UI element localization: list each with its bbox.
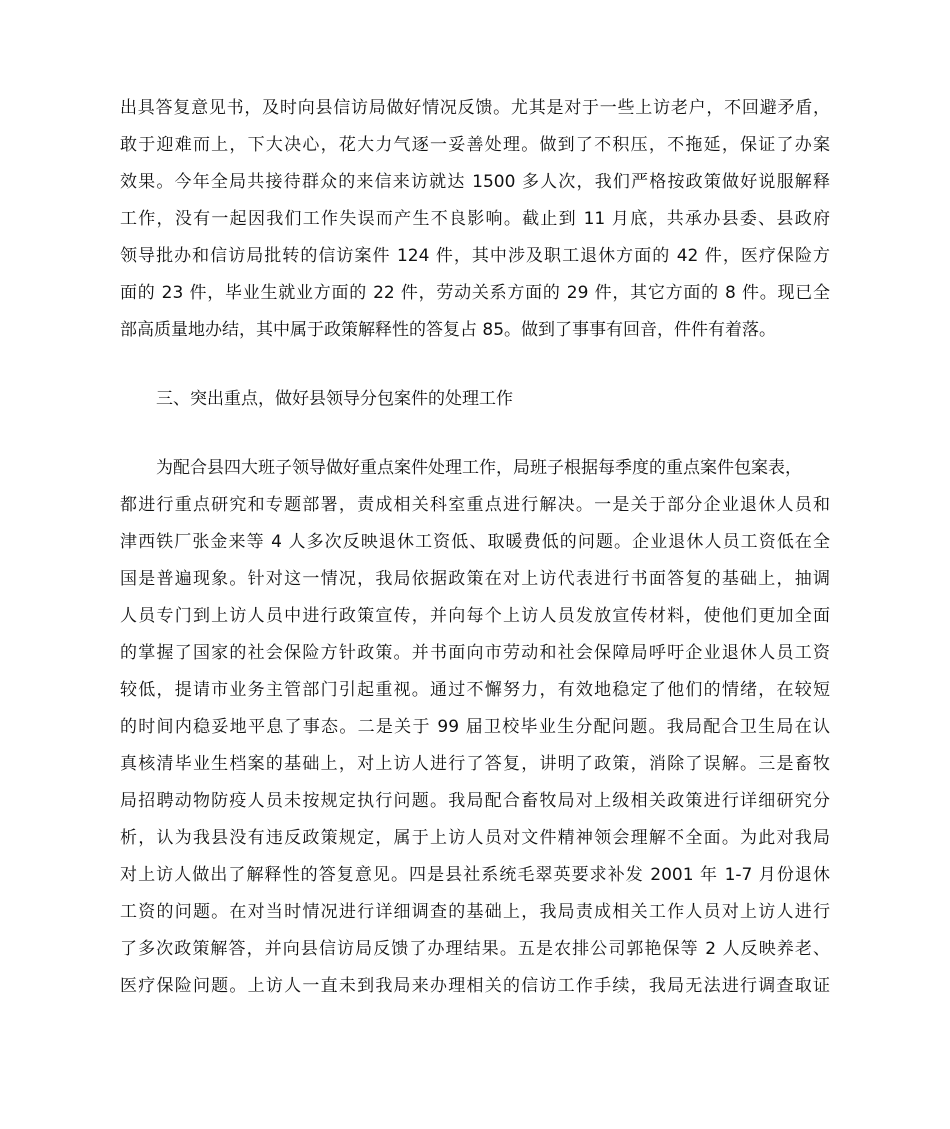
paragraph-line: 真核清毕业生档案的基础上，对上访人进行了答复，讲明了政策，消除了误解。三是畜牧 — [120, 754, 830, 774]
paragraph-line: 国是普遍现象。针对这一情况，我局依据政策在对上访代表进行书面答复的基础上，抽调 — [120, 569, 830, 589]
paragraph-line: 医疗保险问题。上访人一直未到我局来办理相关的信访工作手续，我局无法进行调查取证 — [120, 976, 830, 996]
paragraph-line: 工资的问题。在对当时情况进行详细调查的基础上，我局责成相关工作人员对上访人进行 — [120, 902, 830, 922]
paragraph-gap — [120, 418, 830, 450]
paragraph-line: 部高质量地办结，其中属于政策解释性的答复占 85。做到了事事有回音，件件有着落。 — [120, 320, 777, 340]
section-heading: 三、突出重点，做好县领导分包案件的处理工作 — [156, 389, 513, 409]
paragraph-2 — [120, 450, 830, 1005]
paragraph-line: 都进行重点研究和专题部署，责成相关科室重点进行解决。一是关于部分企业退休人员和 — [120, 495, 830, 515]
paragraph-line: 效果。今年全局共接待群众的来信来访就达 1500 多人次，我们严格按政策做好说服解释 — [120, 172, 830, 192]
paragraph-1 — [120, 90, 830, 349]
paragraph-line: 较低，提请市业务主管部门引起重视。通过不懈努力，有效地稳定了他们的情绪，在较短 — [120, 680, 830, 700]
paragraph-line: 对上访人做出了解释性的答复意见。四是县社系统毛翠英要求补发 2001 年 1-7 月份退休 — [120, 865, 830, 885]
paragraph-line: 局招聘动物防疫人员未按规定执行问题。我局配合畜牧局对上级相关政策进行详细研究分 — [120, 791, 830, 811]
paragraph-gap — [120, 349, 830, 381]
document-body — [120, 90, 830, 1005]
paragraph-line: 津西铁厂张金来等 4 人多次反映退休工资低、取暖费低的问题。企业退休人员工资低在全 — [120, 532, 830, 552]
paragraph-line: 出具答复意见书，及时向县信访局做好情况反馈。尤其是对于一些上访老户，不回避矛盾， — [120, 98, 830, 118]
paragraph-line: 人员专门到上访人员中进行政策宣传，并向每个上访人员发放宣传材料，使他们更加全面 — [120, 606, 830, 626]
paragraph-line: 的掌握了国家的社会保险方针政策。并书面向市劳动和社会保障局呼吁企业退休人员工资 — [120, 643, 830, 663]
paragraph-line: 领导批办和信访局批转的信访案件 124 件，其中涉及职工退休方面的 42 件，医疗保险方 — [120, 246, 830, 266]
paragraph-line: 的时间内稳妥地平息了事态。二是关于 99 届卫校毕业生分配问题。我局配合卫生局在认 — [120, 717, 830, 737]
paragraph-line: 面的 23 件，毕业生就业方面的 22 件，劳动关系方面的 29 件，其它方面的 8 件。现已全 — [120, 283, 830, 303]
paragraph-line: 敢于迎难而上，下大决心，花大力气逐一妥善处理。做到了不积压，不拖延，保证了办案 — [120, 135, 830, 155]
paragraph-line: 析，认为我县没有违反政策规定，属于上访人员对文件精神领会理解不全面。为此对我局 — [120, 828, 830, 848]
paragraph-line: 为配合县四大班子领导做好重点案件处理工作，局班子根据每季度的重点案件包案表， — [156, 458, 802, 478]
paragraph-line: 了多次政策解答，并向县信访局反馈了办理结果。五是农排公司郭艳保等 2 人反映养老、 — [120, 939, 830, 959]
paragraph-line: 工作，没有一起因我们工作失误而产生不良影响。截止到 11 月底，共承办县委、县政府 — [120, 209, 830, 229]
